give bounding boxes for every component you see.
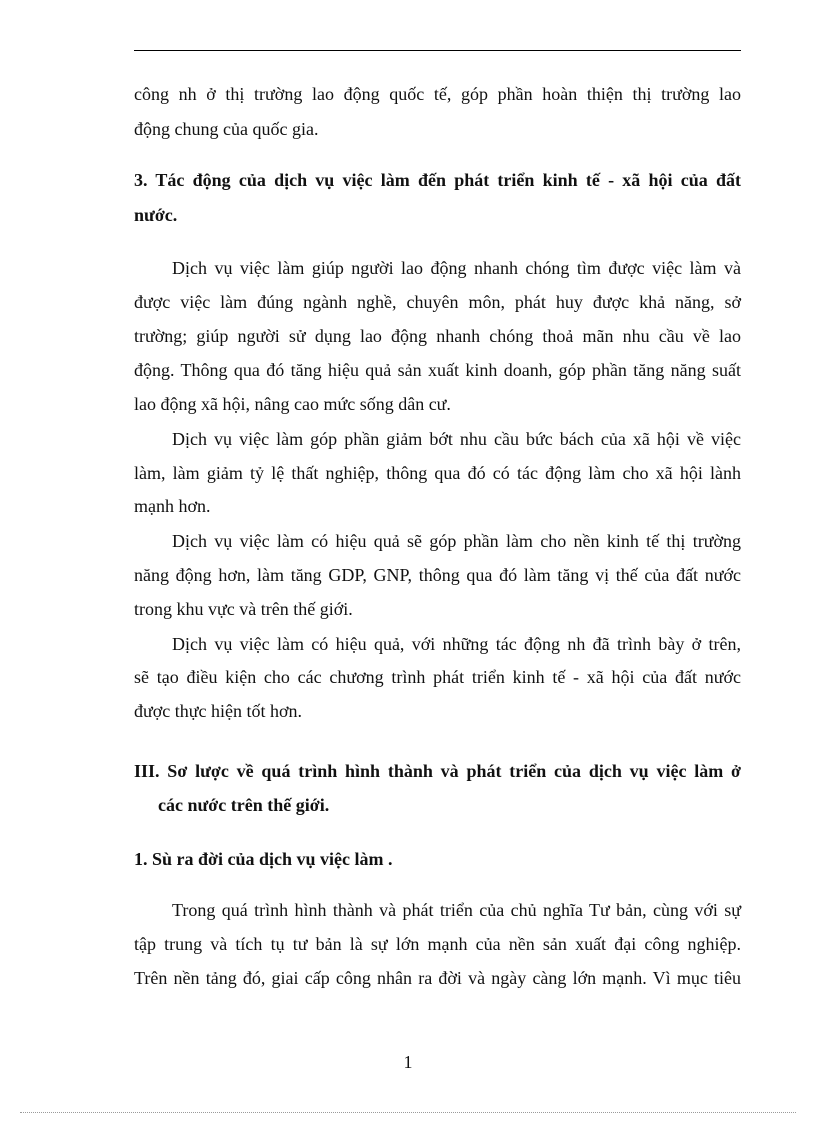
body-text-line: động chung của quốc gia. <box>134 119 319 139</box>
subsection-heading: 1. Sù ra đời của dịch vụ việc làm . <box>134 849 393 869</box>
body-text-line: lao động xã hội, nâng cao mức sống dân cư. <box>134 394 451 414</box>
body-text-line: được việc làm đúng ngành nghề, chuyên môn, phát huy được khả năng, sở <box>134 292 741 312</box>
body-text-line: sẽ tạo điều kiện cho các chương trình phát triển kinh tế - xã hội của đất nước <box>134 667 741 687</box>
body-text-line: trường; giúp người sử dụng lao động nhanh chóng thoả mãn nhu cầu về lao <box>134 326 741 346</box>
body-text-line: Trên nền tảng đó, giai cấp công nhân ra đời và ngày càng lớn mạnh. Vì mục tiêu <box>134 968 741 988</box>
page-bottom-border <box>20 1112 796 1113</box>
paragraph-first-line: Dịch vụ việc làm giúp người lao động nhanh chóng tìm được việc làm và <box>172 258 741 278</box>
section-heading: nước. <box>134 205 178 225</box>
section-heading: các nước trên thế giới. <box>158 795 330 815</box>
body-text-line: năng động hơn, làm tăng GDP, GNP, thông qua đó làm tăng vị thế của đất nước <box>134 565 741 585</box>
paragraph-first-line: Dịch vụ việc làm góp phần giảm bớt nhu cầu bức bách của xã hội về việc <box>172 429 741 449</box>
body-text-line: công nh ở thị trường lao động quốc tế, góp phần hoàn thiện thị trường lao <box>134 84 741 104</box>
header-rule <box>134 50 741 51</box>
body-text-line: tập trung và tích tụ tư bản là sự lớn mạnh của nền sản xuất đại công nghiệp. <box>134 934 741 954</box>
body-text-line: làm, làm giảm tỷ lệ thất nghiệp, thông qua đó có tác động làm cho xã hội lành <box>134 463 741 483</box>
body-text-line: mạnh hơn. <box>134 496 211 516</box>
section-heading: III. Sơ lược về quá trình hình thành và phát triển của dịch vụ việc làm ở <box>134 761 741 781</box>
body-text-line: động. Thông qua đó tăng hiệu quả sản xuất kinh doanh, góp phần tăng năng suất <box>134 360 741 380</box>
body-text-line: được thực hiện tốt hơn. <box>134 701 303 721</box>
body-text-line: trong khu vực và trên thế giới. <box>134 599 353 619</box>
paragraph-first-line: Dịch vụ việc làm có hiệu quả, với những tác động nh đã trình bày ở trên, <box>172 634 741 654</box>
section-heading: 3. Tác động của dịch vụ việc làm đến phát triển kinh tế - xã hội của đất <box>134 170 741 190</box>
paragraph-first-line: Trong quá trình hình thành và phát triển của chủ nghĩa Tư bản, cùng với sự <box>172 900 741 920</box>
paragraph-first-line: Dịch vụ việc làm có hiệu quả sẽ góp phần làm cho nền kinh tế thị trường <box>172 531 741 551</box>
page-number: 1 <box>403 1052 413 1072</box>
